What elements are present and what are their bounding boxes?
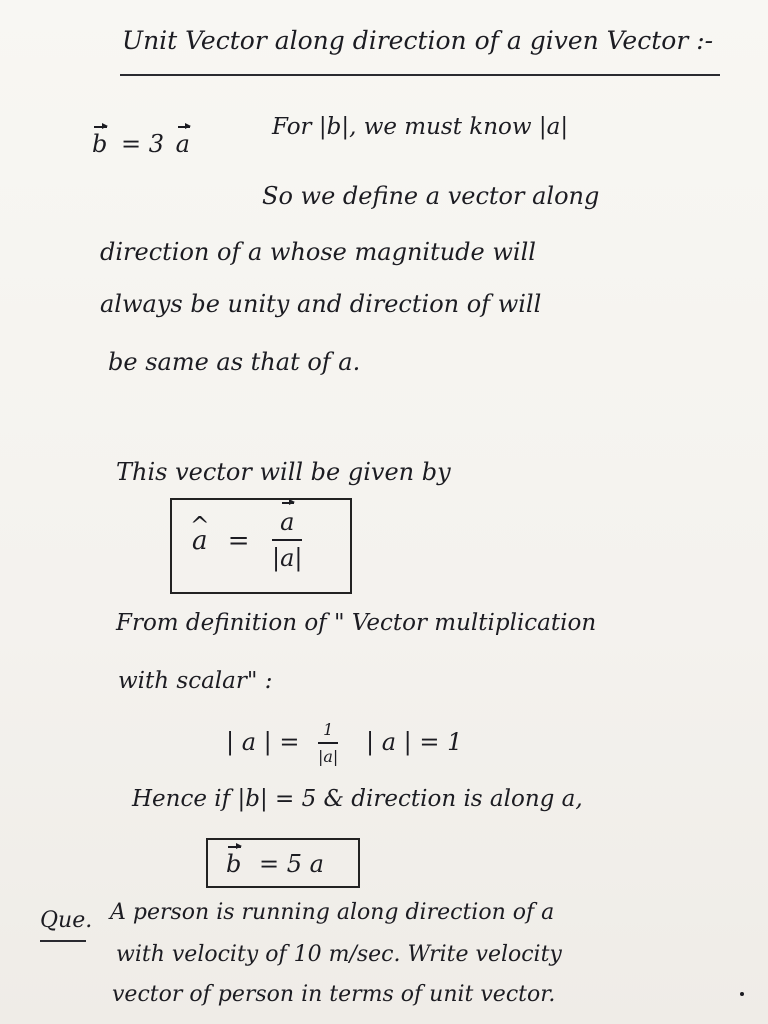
question-line-3: vector of person in terms of unit vector.	[112, 982, 556, 1007]
paragraph-line-1: So we define a vector along	[262, 182, 600, 210]
given-by-text: This vector will be given by	[116, 458, 451, 486]
magnitude-frac-bar	[318, 742, 338, 744]
formula-lhs	[192, 528, 250, 554]
equals-three: = 3	[121, 130, 165, 158]
a-hat: ^ a	[192, 528, 208, 554]
hence-text: Hence if |b| = 5 & direction is along a,	[132, 786, 583, 812]
question-label-underline	[40, 940, 86, 942]
b-result-rhs: = 5 a	[259, 850, 324, 878]
page-title: Unit Vector along direction of a given Vector :-	[122, 26, 714, 55]
question-line-1: A person is running along direction of a	[110, 900, 555, 925]
magnitude-lhs: | a | =	[226, 728, 300, 756]
question-label: Que.	[40, 908, 93, 933]
fraction-bar	[272, 539, 302, 541]
formula-fraction	[272, 508, 302, 572]
formula-denominator: |a|	[272, 544, 303, 572]
magnitude-fraction	[318, 720, 338, 766]
b-result-vector: b	[226, 850, 242, 878]
question-line-2: with velocity of 10 m/sec. Write velocity	[116, 942, 562, 967]
from-definition-line-1: From definition of " Vector multiplication	[116, 610, 597, 636]
paragraph-line-2: direction of a whose magnitude will	[100, 238, 536, 266]
for-magnitude-text: For |b|, we must know |a|	[272, 114, 569, 140]
vector-a: a	[175, 130, 190, 158]
magnitude-frac-den: |a|	[318, 747, 339, 766]
from-definition-line-2: with scalar" :	[118, 668, 273, 694]
trailing-dot	[740, 992, 744, 996]
formula-numerator: a	[280, 508, 295, 536]
paragraph-line-3: always be unity and direction of will	[100, 290, 542, 318]
vector-b: b	[92, 130, 108, 158]
b-result	[226, 852, 324, 876]
formula-equals: =	[227, 526, 250, 556]
magnitude-frac-num: 1	[323, 720, 334, 739]
paragraph-line-4: be same as that of a.	[108, 348, 361, 376]
title-underline	[120, 74, 720, 76]
magnitude-rhs: | a | = 1	[366, 728, 463, 756]
vector-b-relation	[92, 132, 190, 156]
